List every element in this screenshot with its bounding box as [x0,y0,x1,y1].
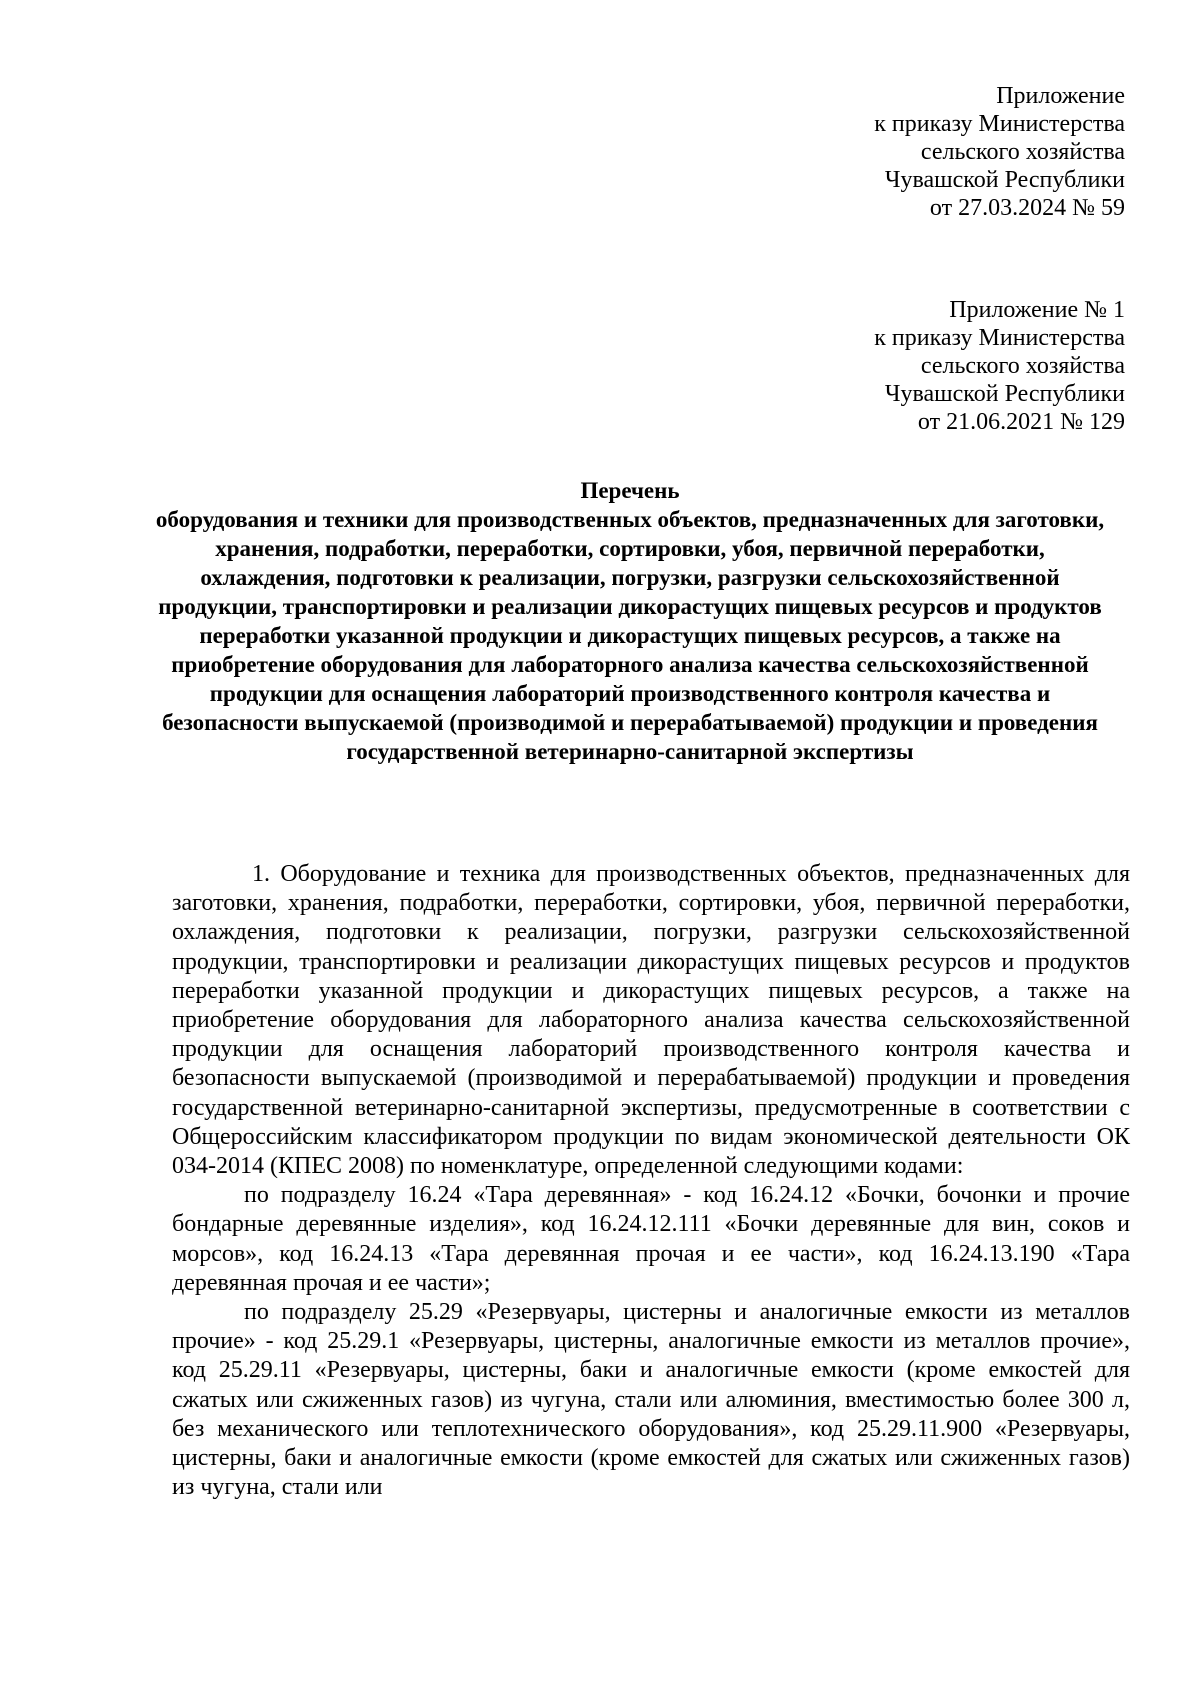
annex-date-number: от 21.06.2021 № 129 [917,409,1125,435]
annex-header-original [874,296,1125,436]
annex-ministry: сельского хозяйства [920,139,1125,165]
paragraph-subsection-16-24: по подразделу 16.24 «Тара деревянная» - код 16.24.12 «Бочки, бочонки и прочие бондарные деревянные изделия», код 16.24.12.111 «Бочки деревянные для вин, соков и морсов», код 16.24.13 «Тара деревянная прочая и ее части», код 16.24.13.190 «Тара деревянная прочая и ее части»; [172,1182,1130,1296]
title-heading: Перечень [580,478,680,503]
paragraph-1: 1. Оборудование и техника для производственных объектов, предназначенных для заготовки, хранения, подработки, переработки, сортировки, убоя, первичной переработки, охлаждения, подготовки к реализации, погрузки, разгрузки сельскохозяйственной продукции, транспортировки и реализации дикорастущих пищевых ресурсов и продуктов переработки указанной продукции и дикорастущих пищевых ресурсов, а также на приобретение оборудования для лабораторного анализа качества сельскохозяйственной продукции для оснащения лабораторий производственного контроля качества и безопасности выпускаемой (производимой и перерабатываемой) продукции и проведения государственной ветеринарно-санитарной экспертизы, предусмотренные в соответствии с Общероссийским классификатором продукции по видам экономической деятельности ОК 034-2014 (КПЕС 2008) по номенклатуре, определенной следующими кодами: [172,861,1130,1180]
annex-date-number: от 27.03.2024 № 59 [929,195,1125,221]
paragraph-subsection-25-29: по подразделу 25.29 «Резервуары, цистерны и аналогичные емкости из металлов прочие» - код 25.29.1 «Резервуары, цистерны, аналогичные емкости из металлов прочие», код 25.29.11 «Резервуары, цистерны, баки и аналогичные емкости (кроме емкостей для сжатых или сжиженных газов) из чугуна, стали или алюминия, вместимостью более 300 л, без механического или теплотехнического оборудования», код 25.29.11.900 «Резервуары, цистерны, баки и аналогичные емкости (кроме емкостей для сжатых или сжиженных газов) из чугуна, стали или [172,1299,1130,1501]
annex-title: Приложение [996,83,1125,109]
annex-republic: Чувашской Республики [884,167,1125,193]
annex-title: Приложение № 1 [949,297,1125,323]
annex-republic: Чувашской Республики [884,381,1125,407]
document-body [172,860,1130,1502]
document-title [150,476,1110,766]
annex-ministry: сельского хозяйства [920,353,1125,379]
annex-header-current [874,82,1125,222]
annex-order-ref: к приказу Министерства [874,111,1125,137]
title-subtitle: оборудования и техники для производственных объектов, предназначенных для заготовки, хранения, подработки, переработки, сортировки, убоя, первичной переработки, охлаждения, подготовки к реализации, погрузки, разгрузки сельскохозяйственной продукции, транспортировки и реализации дикорастущих пищевых ресурсов и продуктов переработки указанной продукции и дикорастущих пищевых ресурсов, а также на приобретение оборудования для лабораторного анализа качества сельскохозяйственной продукции для оснащения лабораторий производственного контроля качества и безопасности выпускаемой (производимой и перерабатываемой) продукции и проведения государственной ветеринарно-санитарной экспертизы [155,507,1105,764]
annex-order-ref: к приказу Министерства [874,325,1125,351]
